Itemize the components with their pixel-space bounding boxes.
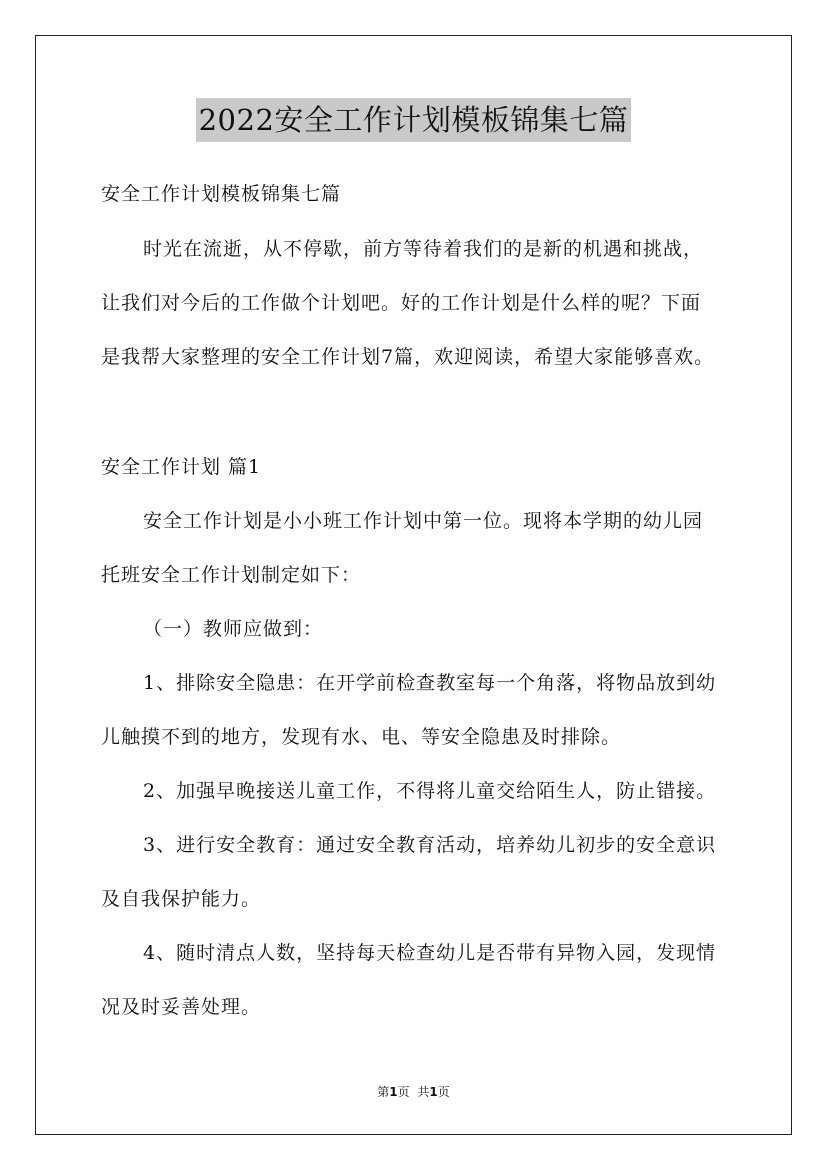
list-item-line: 及自我保护能力。 <box>101 888 262 910</box>
total-pages: 1 <box>429 1085 438 1099</box>
section-body-line: 安全工作计划是小小班工作计划中第一位。现将本学期的幼儿园 <box>143 510 704 532</box>
section-body-line: 托班安全工作计划制定如下： <box>101 564 362 586</box>
subtitle: 安全工作计划模板锦集七篇 <box>101 183 342 205</box>
list-item-line: 2、加强早晚接送儿童工作，不得将儿童交给陌生人，防止错接。 <box>143 780 717 802</box>
section-heading: 安全工作计划 篇1 <box>101 456 262 478</box>
document-title: 2022安全工作计划模板锦集七篇 <box>196 98 632 142</box>
list-item-line: 儿触摸不到的地方，发现有水、电、等安全隐患及时排除。 <box>101 726 622 748</box>
sub-heading: （一）教师应做到： <box>143 618 324 640</box>
intro-line: 是我帮大家整理的安全工作计划7篇，欢迎阅读，希望大家能够喜欢。 <box>101 346 715 368</box>
page-number: 1 <box>389 1085 398 1099</box>
list-item-line: 1、排除安全隐患：在开学前检查教室每一个角落，将物品放到幼 <box>143 672 717 694</box>
title-container <box>0 98 827 142</box>
list-item-line: 3、进行安全教育：通过安全教育活动，培养幼儿初步的安全意识 <box>143 834 717 856</box>
list-item-line: 4、随时清点人数，坚持每天检查幼儿是否带有异物入园，发现情 <box>143 942 717 964</box>
intro-line: 时光在流逝，从不停歇，前方等待着我们的是新的机遇和挑战， <box>143 238 704 260</box>
page-label-suffix: 页 <box>397 1085 410 1099</box>
page-label-prefix: 第 <box>377 1085 390 1099</box>
list-item-line: 况及时妥善处理。 <box>101 996 262 1018</box>
total-label-suffix: 页 <box>437 1085 450 1099</box>
intro-line: 让我们对今后的工作做个计划吧。好的工作计划是什么样的呢？下面 <box>101 292 702 314</box>
total-label-prefix: 共 <box>417 1085 430 1099</box>
page-footer <box>0 1083 827 1100</box>
